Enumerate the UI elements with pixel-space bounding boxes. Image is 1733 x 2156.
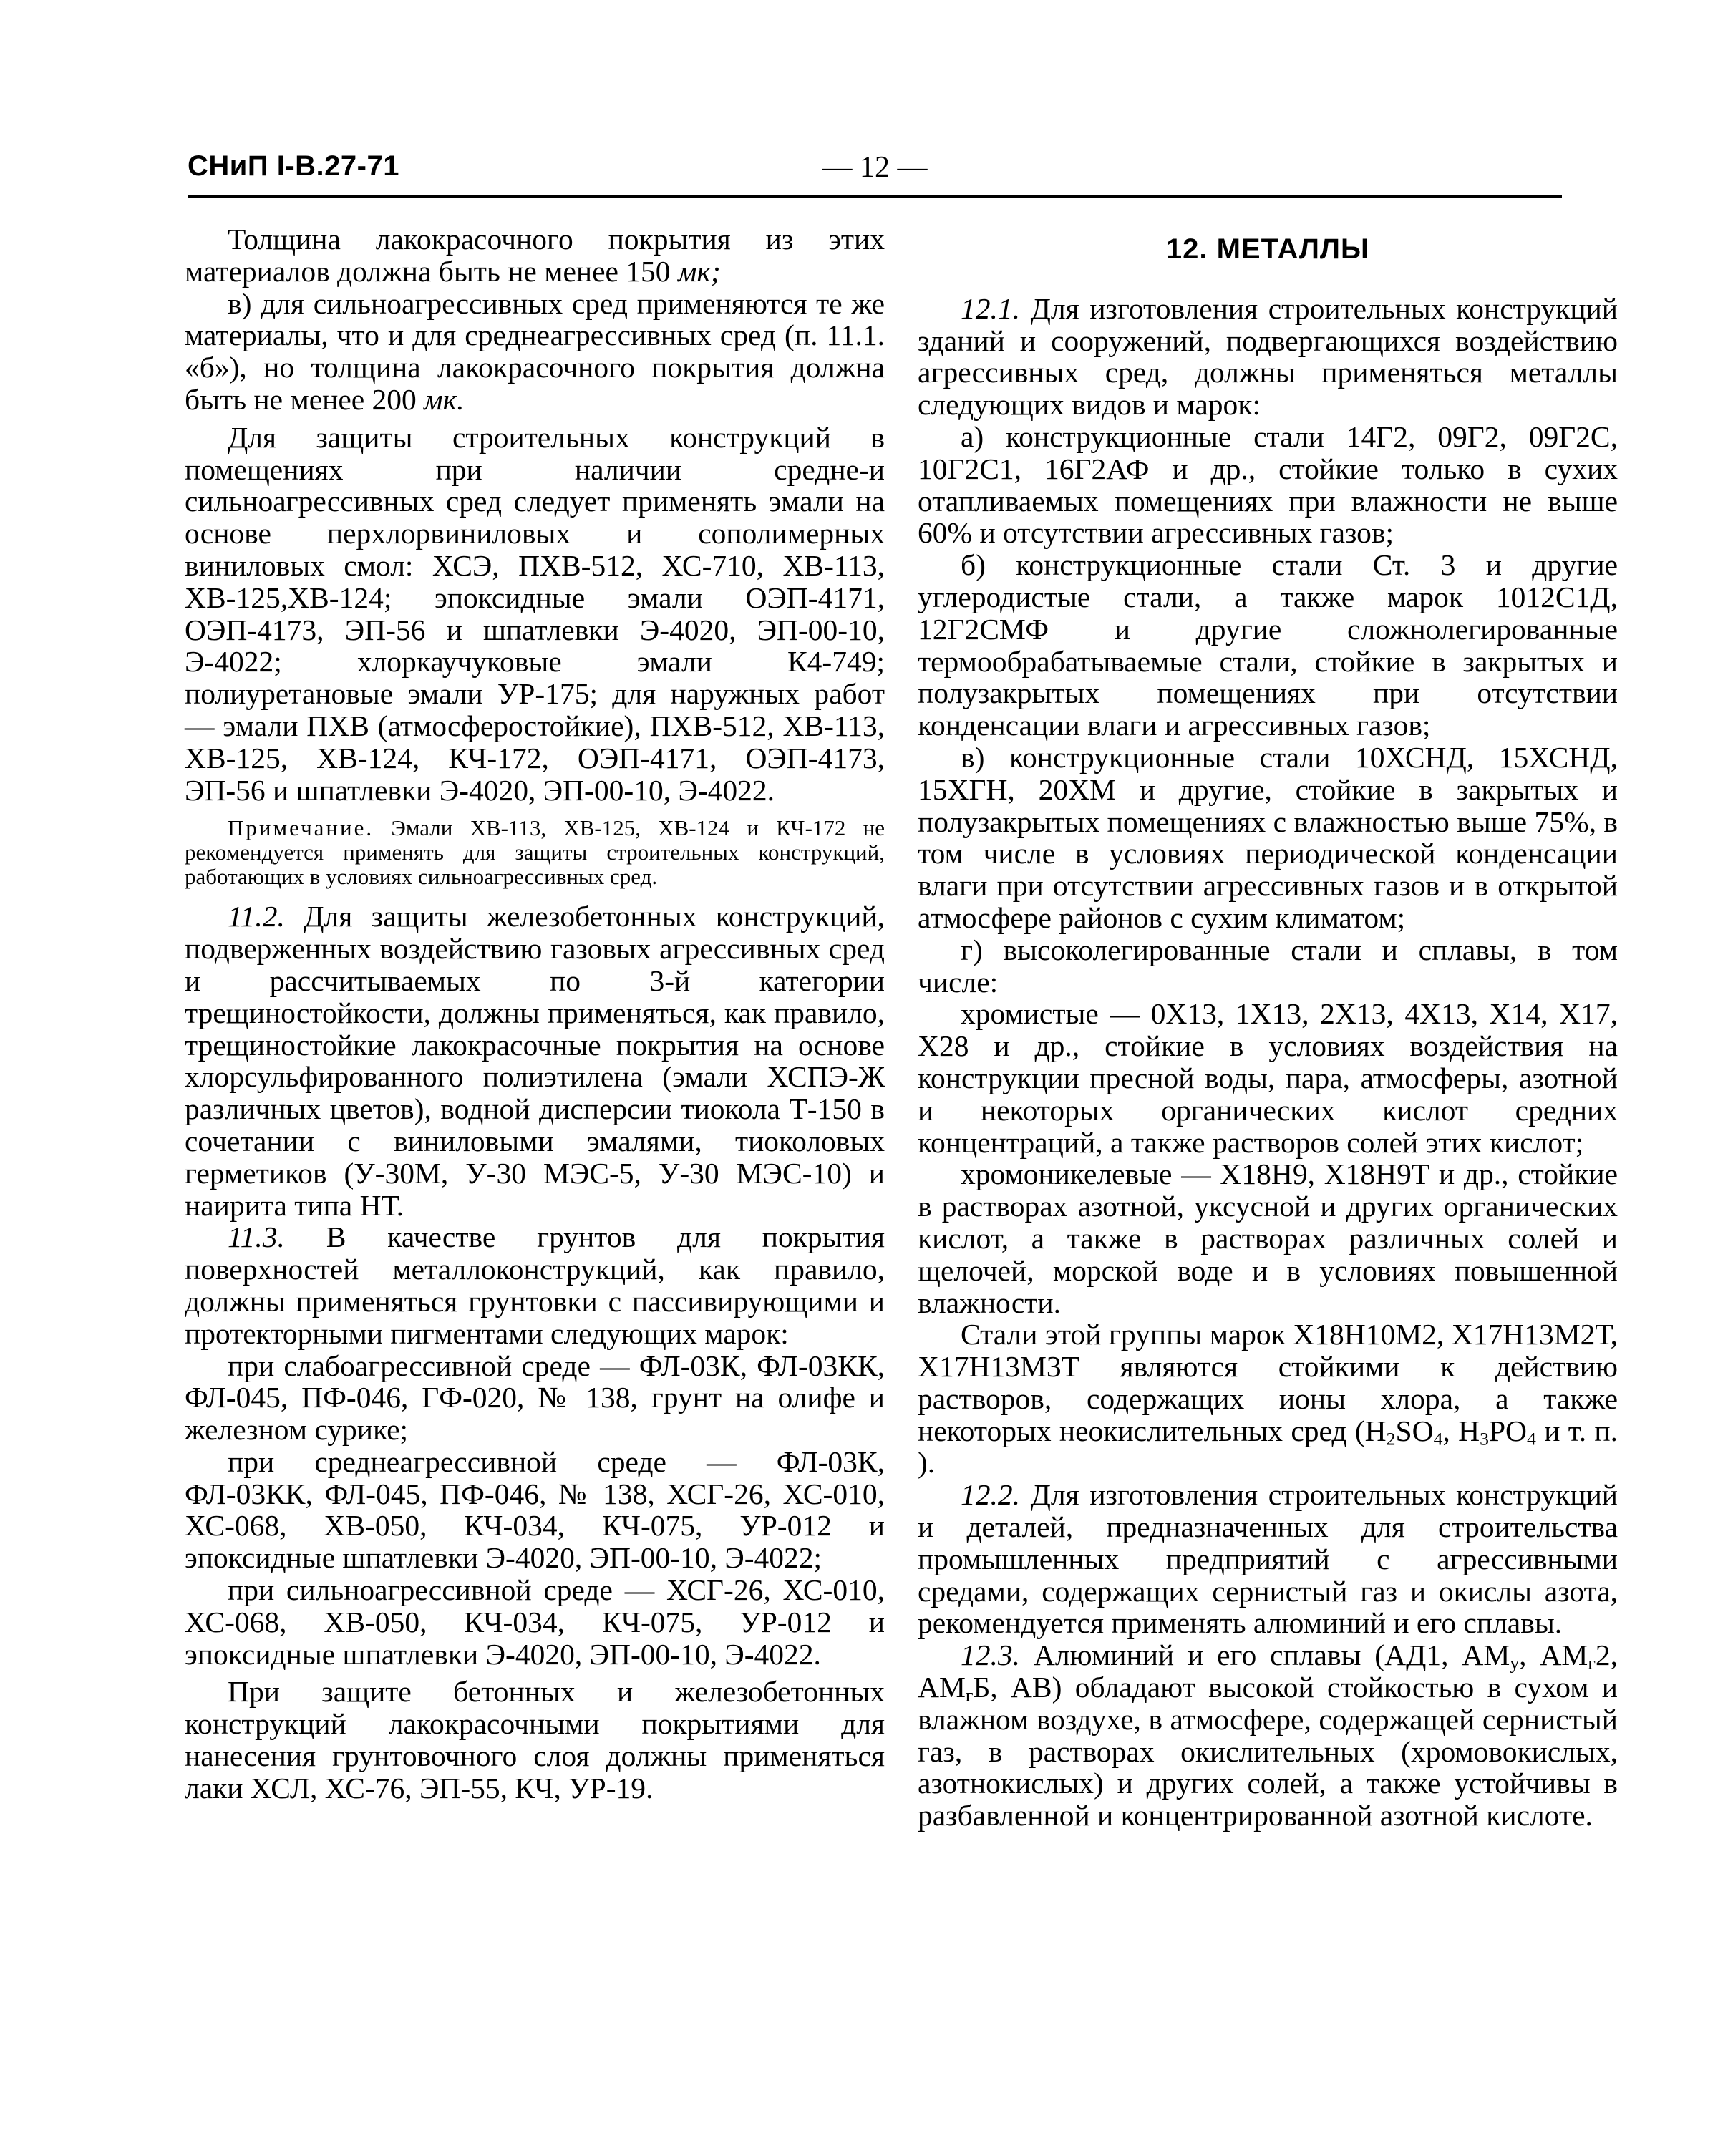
paragraph-12-2: 12.2. Для изготовления строительных конструкций и деталей, предназначенных для строительства промышленных предприятий с агрессивными средами, содержащих сернистый газ и окислы азота, рекомендуется применять алюминий и его сплавы.	[918, 1478, 1618, 1640]
list-item-b: б) конструкционные стали Ст. 3 и другие углеродистые стали, а также марок 1012С1Д, 12Г2СМФ и другие сложнолегированные термообрабатываемые стали, стойкие в закрытых и полузакрытых помещениях при отсутствии конденсации влаги и агрессивных газов;	[918, 548, 1618, 742]
paragraph-primer-lacquers: При защите бетонных и железобетонных конструкций лакокрасочными покрытиями для нанесения грунтовочного слоя должны применяться лаки ХСЛ, ХС-76, ЭП-55, КЧ, УР-19.	[185, 1675, 885, 1805]
paragraph-strong-media: в) для сильноагрессивных сред применяются те же материалы, что и для среднеагрессивных сред (п. 11.1. «б»), но толщина лакокрасочного покрытия должна быть не менее 200 мк.	[185, 286, 885, 416]
list-item-a: а) конструкционные стали 14Г2, 09Г2, 09Г2С, 10Г2С1, 16Г2АФ и др., стойкие только в сухих отапливаемых помещениях при влажности не выше 60% и отсутствии агрессивных газов;	[918, 419, 1618, 550]
list-item-weak-medium: при слабоагрессивной среде — ФЛ-03К, ФЛ-03КК, ФЛ-045, ПФ-046, ГФ-020, № 138, грунт на олифе и железном сурике;	[185, 1349, 885, 1447]
paragraph-coating-thickness: Толщина лакокрасочного покрытия из этих материалов должна быть не менее 150 мк;	[185, 223, 885, 288]
paragraph-enamels: Для защиты строительных конструкций в помещениях при наличии средне-и сильноагрессивных сред следует применять эмали на основе перхлорвиниловых и сополимерных виниловых смол: ХСЭ, ПХВ-512, ХС-710, ХВ-113, ХВ-125,ХВ-124; эпоксидные эмали ОЭП-4171, ОЭП-4173, ЭП-56 и шпатлевки Э-4020, ЭП-00-10, Э-4022; хлоркаучуковые эмали К4-749; полиуретановые эмали УР-175; для наружных работ — эмали ПХВ (атмосферостойкие), ПХВ-512, ХВ-113, ХВ-125, ХВ-124, КЧ-172, ОЭП-4171, ОЭП-4173, ЭП-56 и шпатлевки Э-4020, ЭП-00-10, Э-4022.	[185, 420, 885, 807]
section-title: 12. МЕТАЛЛЫ	[1165, 233, 1370, 265]
paragraph-steel-group: Стали этой группы марок Х18Н10М2, Х17Н13М2Т, Х17Н13М3Т являются стойкими к действию растворов, содержащих ионы хлора, а также некоторых неокислительных сред ($H_2SO_4$, $H_3PO_4$ и т. п. ).	[918, 1318, 1618, 1480]
formula-sulfuric-acid: $H_2SO_4$	[1364, 1414, 1443, 1450]
formula-phosphoric-acid: $H_3PO_4$	[1458, 1414, 1536, 1450]
list-item-chrome-steels: хромистые — 0Х13, 1Х13, 2Х13, 4Х13, Х14, Х17, Х28 и др., стойкие в условиях воздействия на конструкции пресной воды, пара, атмосферы, азотной и некоторых органических кислот средних концентраций, а также растворов солей этих кислот;	[918, 997, 1618, 1159]
clause-number: 12.3.	[961, 1638, 1020, 1672]
paragraph-11-3: 11.3. В качестве грунтов для покрытия поверхностей металлоконструкций, как правило, должны применяться грунтовки с пассивирующими и протекторными пигментами следующих марок:	[185, 1220, 885, 1350]
header-rule	[188, 195, 1562, 198]
right-column	[918, 223, 1618, 1832]
list-item-v: в) конструкционные стали 10ХСНД, 15ХСНД, 15ХГН, 20ХМ и другие, стойкие в закрытых и полузакрытых помещениях с влажностью выше 75%, в том числе в условиях периодической конденсации влаги при отсутствии агрессивных газов и в открытой атмосфере районов с сухим климатом;	[918, 740, 1618, 934]
list-item-medium: при среднеагрессивной среде — ФЛ-03К, ФЛ-03КК, ФЛ-045, ПФ-046, № 138, ХСГ-26, ХС-010, ХС-068, ХВ-050, КЧ-034, КЧ-075, УР-012 и эпоксидные шпатлевки Э-4020, ЭП-00-10, Э-4022;	[185, 1444, 885, 1575]
list-item-chrome-nickel-steels: хромоникелевые — Х18Н9, Х18Н9Т и др., стойкие в растворах азотной, уксусной и других органических кислот, а также в растворах различных солей и щелочей, морской воде и в условиях повышенной влажности.	[918, 1157, 1618, 1319]
paragraph-12-3: 12.3. Алюминий и его сплавы (АД1, $АМ_у$, $АМ_г2$, $АМ_гБ$, АВ) обладают высокой стойкостью в сухом и влажном воздухе, в атмосфере, содержащей сернистый газ, в растворах окислительных (хромовокислых, азотнокислых) и других солей, а также устойчивы в разбавленной и концентрированной азотной кислоте.	[918, 1638, 1618, 1832]
page-header	[188, 143, 1562, 198]
paragraph-11-2: 11.2. Для защиты железобетонных конструкций, подверженных воздействию газовых агрессивных сред и рассчитываемых по 3-й категории трещиностойкости, должны применяться, как правило, трещиностойкие лакокрасочные покрытия на основе хлорсульфированного полиэтилена (эмали ХСПЭ-Ж различных цветов), водной дисперсии тиокола Т-150 в сочетании с виниловыми эмалями, тиоколовых герметиков (У-30М, У-30 МЭС-5, У-30 МЭС-10) и наирита типа НТ.	[185, 900, 885, 1222]
page-number: — 12 —	[822, 151, 928, 184]
clause-number: 12.2.	[961, 1478, 1020, 1512]
list-item-g: г) высоколегированные стали и сплавы, в том числе:	[918, 933, 1618, 999]
paragraph-12-1: 12.1. Для изготовления строительных конструкций зданий и сооружений, подвергающихся воздействию агрессивных сред, должны применяться металлы следующих видов и марок:	[918, 291, 1618, 422]
clause-number: 11.3.	[228, 1220, 285, 1254]
note-label: Примечание.	[228, 815, 374, 841]
document-code: СНиП I-В.27-71	[188, 150, 399, 182]
note: Примечание. Эмали ХВ-113, ХВ-125, ХВ-124 и КЧ-172 не рекомендуется применять для защиты строительных конструкций, работающих в условиях сильноагрессивных сред.	[185, 815, 885, 890]
clause-number: 11.2.	[228, 900, 285, 933]
left-column	[185, 223, 885, 1805]
list-item-strong: при сильноагрессивной среде — ХСГ-26, ХС-010, ХС-068, ХВ-050, КЧ-034, КЧ-075, УР-012 и эпоксидные шпатлевки Э-4020, ЭП-00-10, Э-4022.	[185, 1573, 885, 1671]
clause-number: 12.1.	[961, 291, 1020, 325]
